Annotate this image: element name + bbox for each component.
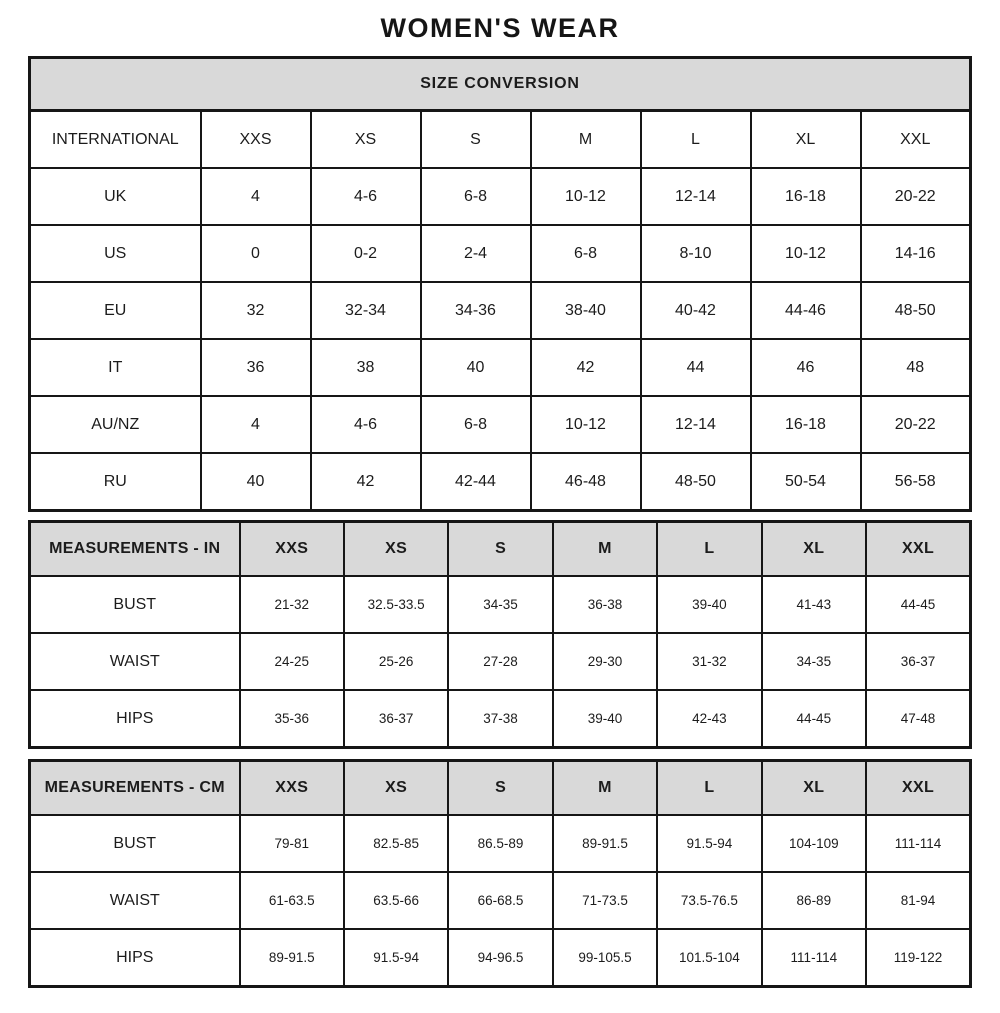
size-cell: 48-50 — [861, 282, 971, 339]
table-row — [30, 453, 971, 511]
column-header: XXL — [866, 761, 970, 816]
page-title: WOMEN'S WEAR — [380, 13, 620, 43]
size-cell: 14-16 — [861, 225, 971, 282]
table-row — [30, 872, 971, 929]
column-header: XXL — [866, 522, 970, 577]
column-header: L — [657, 522, 761, 577]
table-row — [30, 339, 971, 396]
column-header: XS — [311, 111, 421, 169]
row-label: WAIST — [30, 633, 240, 690]
size-cell: 42-43 — [657, 690, 761, 748]
column-header: XXS — [240, 761, 344, 816]
size-cell: 32.5-33.5 — [344, 576, 448, 633]
table-title-row — [30, 58, 971, 111]
size-conversion-table — [28, 56, 972, 512]
size-cell: 40 — [421, 339, 531, 396]
size-cell: 71-73.5 — [553, 872, 657, 929]
column-header: M — [553, 522, 657, 577]
size-cell: 16-18 — [751, 396, 861, 453]
column-header: L — [641, 111, 751, 169]
column-header: XL — [751, 111, 861, 169]
size-cell: 6-8 — [421, 168, 531, 225]
measurements-cm-table — [28, 759, 972, 988]
size-cell: 35-36 — [240, 690, 344, 748]
size-cell: 31-32 — [657, 633, 761, 690]
table-row — [30, 929, 971, 987]
column-header: XL — [762, 761, 866, 816]
size-cell: 40 — [201, 453, 311, 511]
row-label: UK — [30, 168, 201, 225]
size-cell: 48 — [861, 339, 971, 396]
column-header: S — [448, 522, 552, 577]
size-cell: 91.5-94 — [657, 815, 761, 872]
row-label: HIPS — [30, 690, 240, 748]
size-cell: 44-46 — [751, 282, 861, 339]
row-label: AU/NZ — [30, 396, 201, 453]
size-cell: 21-32 — [240, 576, 344, 633]
table-row — [30, 225, 971, 282]
size-cell: 36-38 — [553, 576, 657, 633]
column-header: XL — [762, 522, 866, 577]
size-cell: 86-89 — [762, 872, 866, 929]
size-cell: 48-50 — [641, 453, 751, 511]
size-cell: 0 — [201, 225, 311, 282]
size-cell: 79-81 — [240, 815, 344, 872]
size-cell: 50-54 — [751, 453, 861, 511]
size-cell: 10-12 — [531, 396, 641, 453]
size-cell: 10-12 — [751, 225, 861, 282]
size-cell: 20-22 — [861, 168, 971, 225]
size-cell: 86.5-89 — [448, 815, 552, 872]
size-cell: 4-6 — [311, 168, 421, 225]
size-cell: 12-14 — [641, 396, 751, 453]
column-header: XXL — [861, 111, 971, 169]
size-cell: 24-25 — [240, 633, 344, 690]
row-label: IT — [30, 339, 201, 396]
size-cell: 44 — [641, 339, 751, 396]
size-cell: 44-45 — [762, 690, 866, 748]
size-cell: 10-12 — [531, 168, 641, 225]
table-row — [30, 576, 971, 633]
size-cell: 25-26 — [344, 633, 448, 690]
column-header: XXS — [201, 111, 311, 169]
size-cell: 42 — [531, 339, 641, 396]
size-cell: 94-96.5 — [448, 929, 552, 987]
size-cell: 32 — [201, 282, 311, 339]
table-row — [30, 168, 971, 225]
table-row — [30, 690, 971, 748]
size-cell: 91.5-94 — [344, 929, 448, 987]
table-title: MEASUREMENTS - CM — [30, 761, 240, 816]
size-cell: 81-94 — [866, 872, 970, 929]
size-cell: 73.5-76.5 — [657, 872, 761, 929]
size-cell: 46-48 — [531, 453, 641, 511]
column-header: XXS — [240, 522, 344, 577]
row-label: HIPS — [30, 929, 240, 987]
table-title: SIZE CONVERSION — [30, 58, 971, 111]
size-cell: 8-10 — [641, 225, 751, 282]
column-header-row — [30, 522, 971, 577]
size-cell: 34-35 — [448, 576, 552, 633]
size-cell: 39-40 — [657, 576, 761, 633]
size-cell: 27-28 — [448, 633, 552, 690]
column-header: S — [448, 761, 552, 816]
size-cell: 20-22 — [861, 396, 971, 453]
size-cell: 2-4 — [421, 225, 531, 282]
size-cell: 44-45 — [866, 576, 970, 633]
size-chart-page — [0, 13, 1000, 988]
size-cell: 4 — [201, 396, 311, 453]
size-cell: 61-63.5 — [240, 872, 344, 929]
size-cell: 63.5-66 — [344, 872, 448, 929]
size-cell: 36 — [201, 339, 311, 396]
size-cell: 32-34 — [311, 282, 421, 339]
column-header: M — [531, 111, 641, 169]
size-cell: 36-37 — [344, 690, 448, 748]
measurements-in-table — [28, 520, 972, 749]
size-cell: 0-2 — [311, 225, 421, 282]
row-label: WAIST — [30, 872, 240, 929]
size-cell: 36-37 — [866, 633, 970, 690]
size-cell: 42 — [311, 453, 421, 511]
size-cell: 82.5-85 — [344, 815, 448, 872]
column-header: L — [657, 761, 761, 816]
size-cell: 111-114 — [762, 929, 866, 987]
size-cell: 42-44 — [421, 453, 531, 511]
row-label: US — [30, 225, 201, 282]
size-cell: 38 — [311, 339, 421, 396]
size-cell: 46 — [751, 339, 861, 396]
column-header: XS — [344, 522, 448, 577]
size-cell: 101.5-104 — [657, 929, 761, 987]
size-cell: 38-40 — [531, 282, 641, 339]
size-cell: 119-122 — [866, 929, 970, 987]
size-cell: 6-8 — [531, 225, 641, 282]
row-label: RU — [30, 453, 201, 511]
size-cell: 6-8 — [421, 396, 531, 453]
table-row — [30, 282, 971, 339]
row-label: BUST — [30, 815, 240, 872]
size-cell: 66-68.5 — [448, 872, 552, 929]
size-cell: 29-30 — [553, 633, 657, 690]
size-cell: 47-48 — [866, 690, 970, 748]
column-header: S — [421, 111, 531, 169]
table-row — [30, 633, 971, 690]
size-cell: 89-91.5 — [553, 815, 657, 872]
size-cell: 34-36 — [421, 282, 531, 339]
size-cell: 34-35 — [762, 633, 866, 690]
size-cell: 41-43 — [762, 576, 866, 633]
size-cell: 111-114 — [866, 815, 970, 872]
size-cell: 40-42 — [641, 282, 751, 339]
table-title: MEASUREMENTS - IN — [30, 522, 240, 577]
size-cell: 4 — [201, 168, 311, 225]
size-cell: 4-6 — [311, 396, 421, 453]
size-cell: 56-58 — [861, 453, 971, 511]
size-cell: 37-38 — [448, 690, 552, 748]
size-cell: 99-105.5 — [553, 929, 657, 987]
column-header-row — [30, 111, 971, 169]
size-cell: 16-18 — [751, 168, 861, 225]
table-row — [30, 815, 971, 872]
column-header: XS — [344, 761, 448, 816]
column-header-row — [30, 761, 971, 816]
row-label: BUST — [30, 576, 240, 633]
size-cell: 89-91.5 — [240, 929, 344, 987]
row-label-header: INTERNATIONAL — [30, 111, 201, 169]
column-header: M — [553, 761, 657, 816]
size-cell: 39-40 — [553, 690, 657, 748]
size-cell: 12-14 — [641, 168, 751, 225]
table-row — [30, 396, 971, 453]
row-label: EU — [30, 282, 201, 339]
size-cell: 104-109 — [762, 815, 866, 872]
